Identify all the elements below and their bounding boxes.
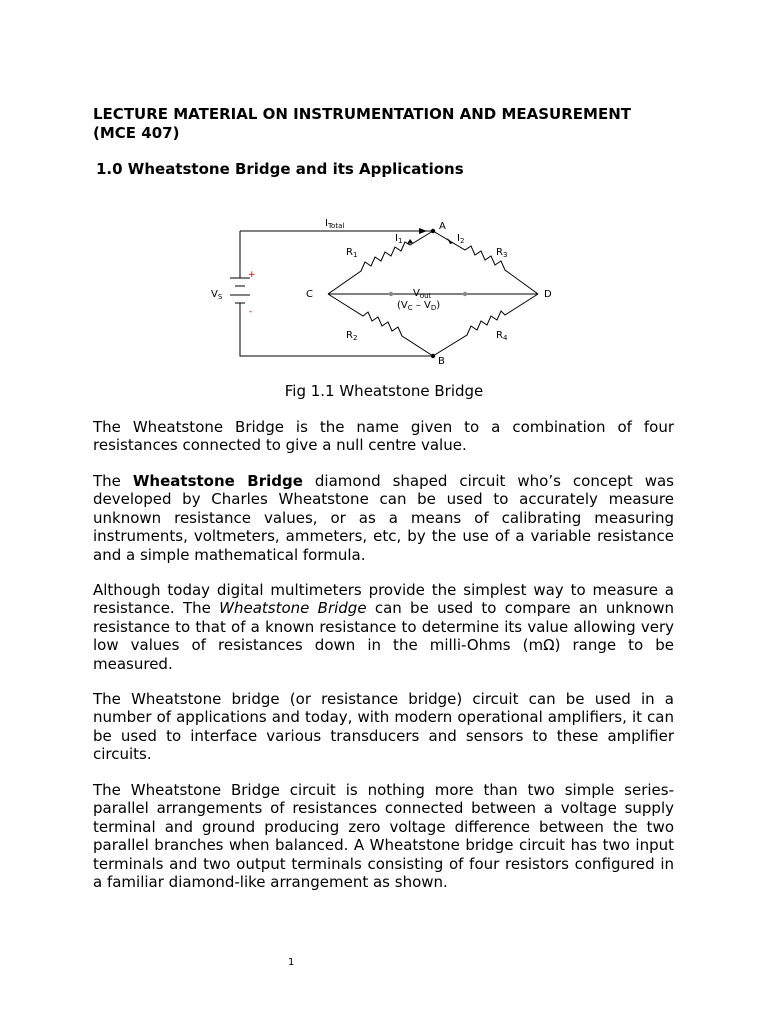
paragraph-2-rest: diamond shaped circuit who’s concept was developed by Charles Wheatstone can be used to accurately measure unknown resistance values, or as a means of calibrating measuring instruments, voltmeters, ammeters, etc, by the use of a variable resistance and a simple mathematical formula.: [93, 472, 674, 564]
page-number: 1: [288, 957, 295, 968]
resistor-r4: [433, 294, 538, 356]
i2-arrow: [447, 238, 453, 244]
label-plus: +: [248, 270, 256, 280]
label-i2: $I_2$: [457, 233, 465, 245]
label-node-b: B: [438, 356, 445, 366]
wheatstone-bridge-diagram: [205, 216, 565, 366]
node-a-dot: [431, 229, 435, 233]
wire-left-bottom: [240, 308, 433, 356]
label-i-total: $I_{Total}$: [325, 218, 345, 230]
label-r1: $R_1$: [346, 247, 358, 259]
paragraph-5: The Wheatstone Bridge circuit is nothing more than two simple series-parallel arrangements of resistances connected between a voltage supply terminal and ground producing zero voltage difference between the two parallel branches when balanced. A Wheatstone bridge circuit has two input terminals and two output terminals consisting of four resistors configured in a familiar diamond-like arrangement as shown.: [93, 781, 674, 892]
label-vout: $V_{out}$: [413, 288, 432, 300]
label-r2: $R_2$: [346, 330, 358, 342]
figure-caption: Fig 1.1 Wheatstone Bridge: [284, 382, 484, 400]
paragraph-1: The Wheatstone Bridge is the name given to a combination of four resistances connected to give a null centre value.: [93, 418, 674, 455]
label-vout-formula: $(V_C - V_D)$: [397, 300, 441, 312]
terminal-d-right: [463, 292, 467, 296]
label-r4: $R_4$: [496, 330, 508, 342]
paragraph-3-lead: Although today digital multimeters provide the simplest way to measure a resistance. The: [93, 581, 674, 618]
label-vs: $V_S$: [211, 289, 223, 301]
terminal-c-left: [389, 292, 393, 296]
label-node-d: D: [544, 289, 552, 300]
i-total-arrow: [419, 228, 427, 234]
label-r3: $R_3$: [496, 247, 508, 259]
node-b-dot: [431, 354, 435, 358]
label-minus: -: [249, 307, 253, 317]
paragraph-3-rest: can be used to compare an unknown resistance to that of a known resistance to determine its value allowing very low values of resistances down in the milli-Ohms (mΩ) range to be measured.: [93, 599, 674, 673]
label-i1: $I_1$: [395, 233, 403, 245]
resistor-r1: [328, 231, 433, 294]
paragraph-3-italic-term: Wheatstone Bridge: [219, 599, 367, 618]
paragraph-2-bold-term: Wheatstone Bridge: [132, 472, 303, 490]
section-heading: 1.0 Wheatstone Bridge and its Applications: [96, 160, 464, 178]
document-title: LECTURE MATERIAL ON INSTRUMENTATION AND MEASUREMENT (MCE 407): [93, 105, 631, 142]
label-node-a: A: [439, 221, 446, 232]
paragraph-2-lead: The: [93, 472, 133, 490]
paragraph-4: The Wheatstone bridge (or resistance bridge) circuit can be used in a number of applications and today, with modern operational amplifiers, it can be used to interface various transducers and sensors to these amplifier circuits.: [93, 690, 674, 764]
paragraph-2: [93, 472, 674, 564]
label-node-c: C: [306, 289, 313, 300]
paragraph-3: [93, 581, 674, 673]
